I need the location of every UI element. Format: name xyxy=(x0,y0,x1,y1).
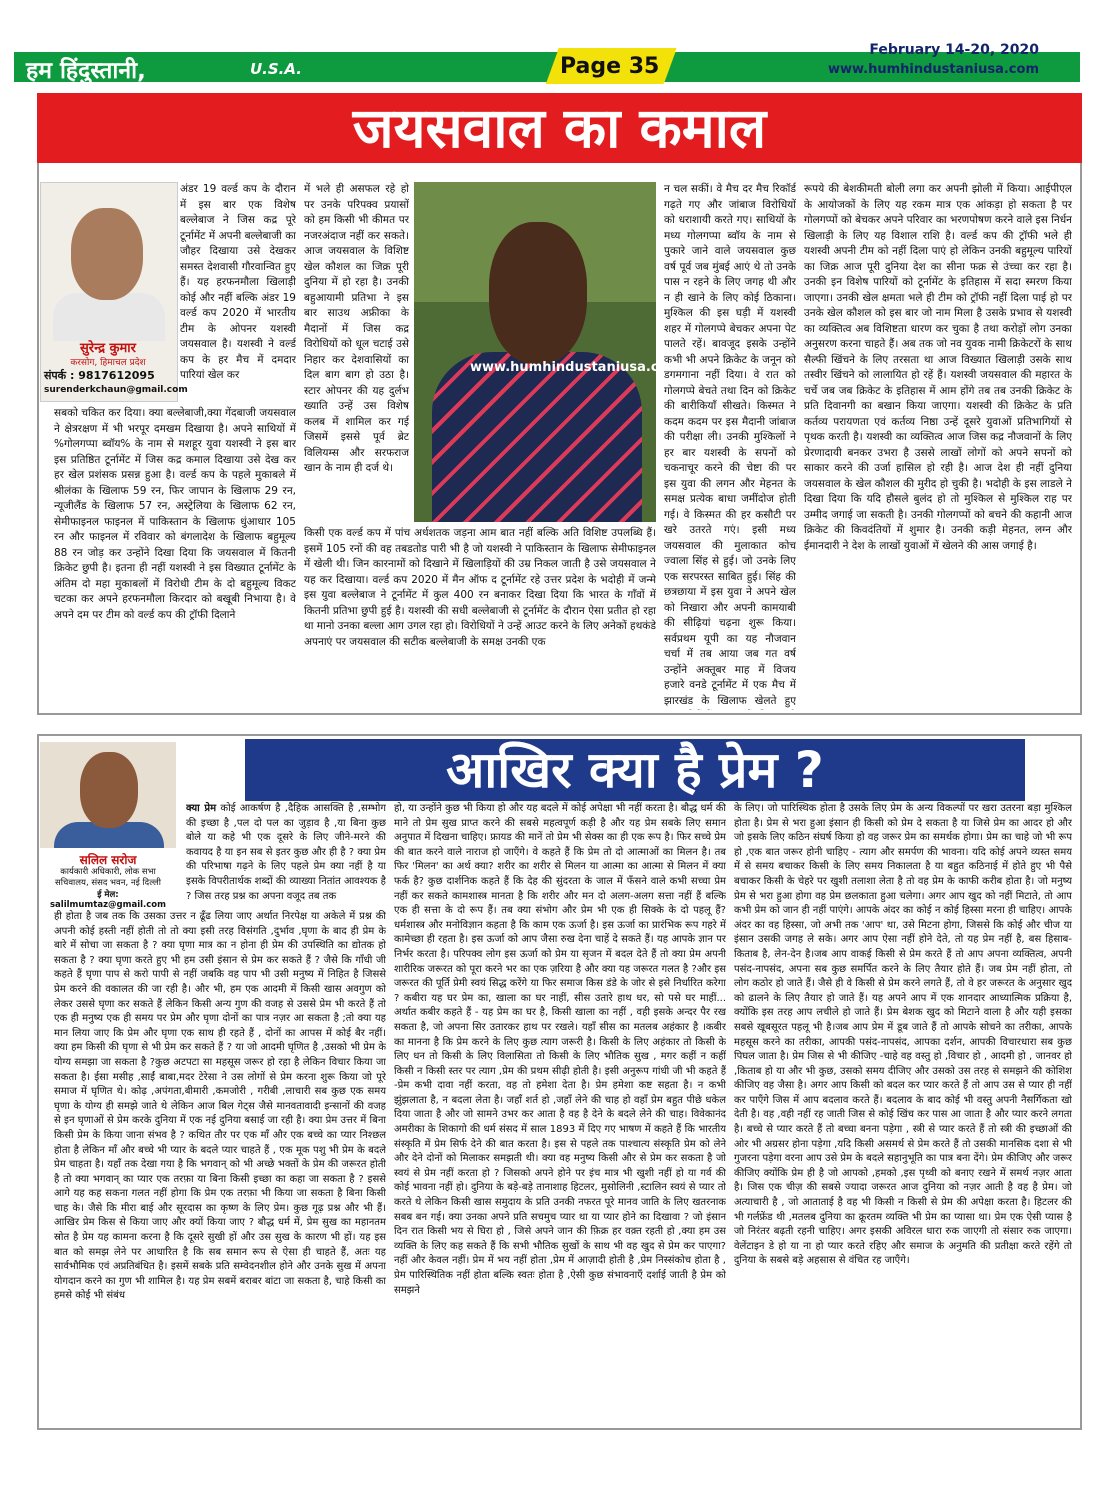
author2-photo xyxy=(40,742,176,848)
article1-col5: रूपये की बेशकीमती बोली लगा कर अपनी झोली में किया। आईपीएल के आयोजकों के लिए यह रकम मात्र एक आंकड़ा हो सकता है पर गोलगप्पों को बेचकर अपने परिवार का भरणपोषण करने वाले इस निर्धन खिलाड़ी के लिए यह विशाल राशि है। वर्ल्ड कप की ट्रॉफी भले ही यशस्वी अपनी टीम को नहीं दिला पाएं हो लेकिन उनकी बहुमूल्य पारियों का जिक्र आज पूरी दुनिया देश का सीना फक्र से उंच्चा कर रहा है। उनकी इन विशेष पारियों को टूर्नामेंट के इतिहास में सदा स्मरण किया जाएगा। उनकी खेल क्षमता भले ही टीम को ट्रॉफी नहीं दिला पाई हो पर उनके खेल कौशल को इस बार जो नाम मिला है उसके प्रभाव से यशस्वी का व्यक्तित्व अब विशिष्टता धारण कर चुका है तथा करोड़ों लोग उनका अनुसरण करना चाहते हैं। अब तक जो नव युवक नामी क्रिकेटरों के साथ सैल्फी खिंचने के लिए तरसता था आज विख्यात खिलाड़ी उसके साथ तस्वीर खिंचने को लालायित हो रहें हैं। यशस्वी जयसवाल की महारत के चर्चे जब जब क्रिकेट के इतिहास में आम होंगे तब तब उनकी क्रिकेट के प्रति दिवानगी का बखान किया जाएगा। यशस्वी की क्रिकेट के प्रति कर्तव्य परायणता एवं कर्तव्य निष्ठा उन्हें दूसरे युवाओं प्रतिभागियों से पृथक करती है। यशस्वी का व्यक्तित्व आज जिस कद्र नौजवानों के लिए प्रेरणादायी बनकर उभरा है उससे लाखों लोगों को अपने सपनों को साकार करने की उर्जा हासिल हो रही है। आज देश ही नहीं दुनिया जयसवाल के खेल कौशल की मुरीद हो चुकी है। भदोही के इस लाडले ने दिखा दिया कि यदि हौसले बुलंद हो तो मुश्किल से मुश्किल राह पर उम्मीद जगाई जा सकती है। उनकी गोलगप्पों को बचने की कहानी आज क्रिकेट की किवदंतियों में शुमार है। उनकी कड़ी मेहनत, लग्न और ईमानदारी ने देश के लाखों युवाओं में खेलने की आस जगाई है। xyxy=(804,183,1072,552)
author1-place: करसोग, हिमाचल प्रदेश xyxy=(70,358,146,368)
paper-region: U.S.A. xyxy=(250,60,302,78)
website-link[interactable]: www.humhindustaniusa.com xyxy=(827,62,1039,77)
article2-title: आखिर क्या है प्रेम ? xyxy=(245,739,1025,801)
article1-col2-top: में भले ही असफल रहे हो पर उनके परिपक्व प्रयासों को हम किसी भी कीमत पर नजरअंदाज नहीं कर सकते। आज जयसवाल के विशिष्ट खेल कौशल का जिक्र पूरी दुनिया में हो रहा है। उनकी बहुआयामी प्रतिभा ने इस बार साउथ अफ्रीका के मैदानों में जिस कद्र विरोधियों को धूल चटाई उसे निहार कर देशवासियों का दिल बाग बाग हो उठा है। स्टार ओपनर की यह दुर्लभ ख्याति उन्हें उस विशेष कलब में शामिल कर गई जिसमें इससे पूर्व ब्रेट विलियम्स और सरफराज खान के नाम ही दर्ज थे। xyxy=(304,183,409,474)
article1-col1-top: अंडर 19 वर्ल्ड कप के दौरान में इस बार एक विशेष बल्लेबाज ने जिस कद्र पूरे टूर्नामेंट में अपनी बल्लेबाजी का जौहर दिखाया उसे देखकर समस्त देशवासी गौरवान्वित हुए हैं। यह हरफनमौला खिलाड़ी कोई और नहीं बल्कि अंडर 19 वर्ल्ड कप 2020 में भारतीय टीम के ओपनर यशस्वी जयसवाल है। यशस्वी ने वर्ल्ड कप के हर मैच में दमदार पारियां खेल कर xyxy=(180,183,296,381)
author1-email[interactable]: surenderkchaun@gmail.com xyxy=(44,385,188,395)
cricketer-photo xyxy=(414,182,656,522)
article2-col2: हो, या उन्होंने कुछ भी किया हो और यह बदले में कोई अपेक्षा भी नहीं करता है। बौद्ध धर्म की माने तो प्रेम सुख प्राप्त करने की सबसे महत्वपूर्ण कड़ी है और यह प्रेम सबके लिए समान अनुपात में दिखना चाहिए। फ्रायड की मानें तो प्रेम भी सेक्स का ही एक रूप है। फिर सच्चे प्रेम की बात करने वाले नाराज हो जाएँगे। वे कहते हैं कि प्रेम तो दो आत्माओं का मिलन है। तब फिर 'मिलन' का अर्थ क्या? शरीर का शरीर से मिलन या आत्मा का आत्मा से मिलन में क्या फर्क है? कुछ दार्शनिक कहते हैं कि देह की सुंदरता के जाल में फँसने वाले कभी सच्चा प्रेम नहीं कर सकते कामशास्त्र मानता है कि शरीर और मन दो अलग-अलग सत्ता नहीं हैं बल्कि एक ही सत्ता के दो रूप हैं। तब क्या संभोग और प्रेम भी एक ही सिक्के के दो पहलू हैं? धर्मशास्त्र और मनोविज्ञान कहता है कि काम एक ऊर्जा है। इस ऊर्जा का प्रारंभिक रूप गहरे में कामेच्छा ही रहता है। इस ऊर्जा को आप जैसा रुख देना चाहें दे सकते हैं। यह आपके ज्ञान पर निर्भर करता है। परिपक्व लोग इस ऊर्जा को प्रेम या सृजन में बदल देते हैं तो क्या प्रेम अपनी शारीरिक जरूरत को पूरा करने भर का एक ज़रिया है और क्या यह जरूरत गलत है ?और इस जरूरत की पूर्ति प्रेमी स्वयं सिद्ध करेंगे या फिर समाज किस डंडे के जोर से इसे निर्धारित करेगा ? कबीरा यह घर प्रेम का, खाला का घर नाहीं, सीस उतारे हाथ धर, सो पसे घर माहीं... अर्थात कबीर कहते हैं - यह प्रेम का घर है, किसी खाला का नहीं , वही इसके अन्दर पैर रख सकता है, जो अपना सिर उतारकर हाथ पर रखले। यहाँ सीस का मतलब अहंकार है ।कबीर का मानना है कि प्रेम करने के लिए कुछ त्याग जरूरी है। किसी के लिए अहंकार तो किसी के लिए धन तो किसी के लिए विलासिता तो किसी के लिए भौतिक सुख , मगर कहीं न कहीं किसी न किसी स्तर पर त्याग ,प्रेम की प्रथम सीढ़ी होती है। इसी अनुरूप गांधी जी भी कहते हैं -प्रेम कभी दावा नहीं करता, वह तो हमेशा देता है। प्रेम हमेशा कष्ट सहता है। न कभी झुंझलाता है, न बदला लेता है। जहाँ शर्त हो ,जहाँ लेने की चाह हो वहाँ प्रेम बहुत पीछे धकेल दिया जाता है और जो सामने उभर कर आता है वह है देने के बदले लेने की चाह। विवेकानंद अमरीका के शिकागो की धर्म संसद में साल 1893 में दिए गए भाषण में कहते हैं कि भारतीय संस्कृति में प्रेम सिर्फ देने की बात करता है। इस से पहले तक पाश्चात्य संस्कृति प्रेम को लेने और देने दोनों को मिलाकर समझती थी। क्या वह मनुष्य किसी और से प्रेम कर सकता है जो स्वयं से प्रेम नहीं करता हो ? जिसको अपने होने पर इंच मात्र भी खुशी नहीं हो या गर्व की कोई भावना नहीं हो। दुनिया के बड़े-बड़े तानाशाह हिटलर, मुसोलिनी ,स्टालिन स्वयं से प्यार तो करते थे लेकिन किसी खास समुदाय के प्रति उनकी नफरत पूरे मानव जाति के लिए खतरनाक सबब बन गई। क्या उनका अपने प्रति सचमुच प्यार था या प्यार होने का दिखावा ? जो इंसान दिन रात किसी भय से घिरा हो , जिसे अपने जान की फ़िक्र हर वक़्त रहती हो ,क्या हम उस व्यक्ति के लिए कह सकते हैं कि सभी भौतिक सुखों के साथ भी वह खुद से प्रेम कर पाएगा? नहीं और केवल नहीं। प्रेम में भय नहीं होता ,प्रेम में आज़ादी होती है ,प्रेम निस्संकोच होता है , प्रेम पारिस्थितिक नहीं होता बल्कि स्वतः होता है ,ऐसी कुछ संभावनाएँ दर्शाई जाती है प्रेम को समझने xyxy=(394,803,726,1296)
paper-name: हम हिंदुस्तानी, xyxy=(26,58,146,84)
article1-col23-bottom: किसी एक वर्ल्ड कप में पांच अर्धशतक जड़ना आम बात नहीं बल्कि अति विशिष्ट उपलब्धि हैं। इसमें 105 रनों की वह तबडतोड पारी भी है जो यशस्वी ने पाकिस्तान के खिलाफ सेमीफाइनल में खेली थी। जिन कारनामों को दिखाने में खिलाड़ियों की उम्र निकल जाती है उसे जयसवाल ने यह कर दिखाया। वर्ल्ड कप 2020 में मैन ऑफ द टूर्नामेंट रहे उत्तर प्रदेश के भदोही में जन्मे इस युवा बल्लेबाज ने टूर्नामेंट में कुल 400 रन बनाकर दिखा दिया कि भारत के गाँवों में कितनी प्रतिभा छुपी हुई है। यशस्वी की सधी बल्लेबाजी से टूर्नामेंट के दौरान ऐसा प्रतीत हो रहा था मानो उनका बल्ला आग उगल रहा हो। विरोधियों ने उन्हें आउट करने के लिए अनेकों हथकंडे अपनाएं पर जयसवाल की सटीक बल्लेबाजी के समक्ष उनकी एक xyxy=(304,527,656,648)
author2-role: कार्यकारी अधिकारी, लोक सभा xyxy=(60,867,156,877)
photo-watermark: www.humhindustaniusa.com xyxy=(470,360,682,375)
author1-name: सुरेन्द्र कुमार xyxy=(80,341,136,356)
author2-name: सलिल सरोज xyxy=(79,853,137,867)
article2-col3: के लिए। जो पारिस्थिक होता है उसके लिए प्रेम के अन्य विकल्पों पर खरा उतरना बड़ा मुश्किल होता है। प्रेम से भरा हुआ इंसान ही किसी को प्रेम दे सकता है या जिसे प्रेम का आदर हो और जो इसके लिए कठिन संघर्ष किया हो वह जरूर प्रेम का समर्थक होगा। प्रेम का चाहे जो भी रूप हो ,एक बात जरूर होनी चाहिए - त्याग और समर्पण की भावना। यदि कोई अपने व्यस्त समय में से समय बचाकर किसी के लिए समय निकालता है या बहुत कठिनाई में होते हुए भी पैसे बचाकर किसी के चेहरे पर खुशी तलाशा लेता है तो वह प्रेम के काफी करीब होता है। जो मनुष्य प्रेम से भरा हुआ होगा वह प्रेम छलकाता हुआ चलेगा। अगर आप खुद को नहीं मिटाते, तो आप कभी प्रेम को जान ही नहीं पाएंगे। आपके अंदर का कोई न कोई हिस्सा मरना ही चाहिए। आपके अंदर का वह हिस्सा, जो अभी तक 'आप' था, उसे मिटना होगा, जिससे कि कोई और चीज या इंसान उसकी जगह ले सके। अगर आप ऐसा नहीं होने देते, तो यह प्रेम नहीं है, बस हिसाब-किताब है, लेन-देन है।जब आप वाकई किसी से प्रेम करते हैं तो आप अपना व्यक्तित्व, अपनी पसंद-नापसंद, अपना सब कुछ समर्पित करने के लिए तैयार होते हैं। जब प्रेम नहीं होता, तो लोग कठोर हो जाते हैं। जैसे ही वे किसी से प्रेम करने लगते हैं, तो वे हर जरूरत के अनुसार खुद को ढालने के लिए तैयार हो जाते हैं। यह अपने आप में एक शानदार आध्यात्मिक प्रक्रिया है, क्योंकि इस तरह आप लचीले हो जाते हैं। प्रेम बेशक खुद को मिटाने वाला है और यही इसका सबसे खूबसूरत पहलू भी है।जब आप प्रेम में डूब जाते हैं तो आपके सोचने का तरीका, आपके महसूस करने का तरीका, आपकी पसंद-नापसंद, आपका दर्शन, आपकी विचारधारा सब कुछ पिघल जाता है। प्रेम जिस से भी कीजिए -चाहे वह वस्तु हो ,विचार हो , आदमी हो , जानवर हो ,किताब हो या और भी कुछ, उसको समय दीजिए और उसको उस तरह से समझने की कोशिश कीजिए वह जैसा है। अगर आप किसी को बदल कर प्यार करते हैं तो आप उस से प्यार ही नहीं कर पाएँगे जिस में आप बदलाव करते हैं। बदलाव के बाद कोई भी वस्तु अपनी नैसर्गिकता खो देती है। वह ,वही नहीं रह जाती जिस से कोई खिंच कर पास आ जाता है और प्यार करने लगता है। बच्चे से प्यार करते हैं तो बच्चा बनना पड़ेगा , स्त्री से प्यार करते हैं तो स्त्री की इच्छाओं की ओर भी अग्रसर होना पड़ेगा ,यदि किसी असमर्थ से प्रेम करते हैं तो उसकी मानसिक दशा से भी गुजरना पड़ेगा वरना आप उसे प्रेम के बदले सहानुभूति का पात्र बना देंगे। प्रेम कीजिए और जरूर कीजिए क्योंकि प्रेम ही है जो आपको ,हमको ,इस पृथ्वी को बनाए रखने में समर्थ नज़र आता है। जिस एक चीज़ की सबसे ज्यादा जरूरत आज दुनिया को नज़र आती है वह है प्रेम। जो अत्याचारी है , जो आताताई है वह भी किसी न किसी से प्रेम की अपेक्षा करता है। हिटलर की भी गर्लफ्रेंड थी ,मतलब दुनिया का क्रूरतम व्यक्ति भी प्रेम का प्यासा था। प्रेम एक ऐसी प्यास है जो निरंतर बढ़ती रहनी चाहिए। अगर इसकी अविरल धारा रुक जाएगी तो संसार रुक जाएगा। वेलेंटाइन डे हो या ना हो प्यार करते रहिए और समाज के अनुमति की प्रतीक्षा करते रहेंगे तो दुनिया के सबसे बड़े अहसास से वंचित रह जाएँगे। xyxy=(734,803,1072,1267)
article1-col4: न चल सकीं। वे मैच दर मैच रिकॉर्ड गढ़ते गए और जांबाज विरोधियों को धराशायी करते गए। साथियों के मध्य गोलगप्पा ब्वॉय के नाम से पुकारे जाने वाले जयसवाल कुछ वर्ष पूर्व जब मुंबई आएं थे तो उनके पास न रहने के लिए जगह थी और न ही खाने के लिए कोई ठिकाना। मुश्किल की इस घड़ी में यशस्वी शहर में गोलगप्पे बेचकर अपना पेट पालते रहें। बावजूद इसके उन्होंने कभी भी अपने क्रिकेट के जनून को डगमगाना नहीं दिया। वे रात को गोलगप्पे बेचते तथा दिन को क्रिकेट की बारीकियाँ सीखते। किस्मत ने कदम कदम पर इस मैदानी जांबाज की परीक्षा ली। उनकी मुश्किलों ने हर बार यशस्वी के सपनों को चकनाचूर करने की चेष्टा की पर इस युवा की लगन और मेहनत के समक्ष प्रत्येक बाधा जमींदोज होती गई। वे किस्मत की हर कसौटी पर खरे उतरते गएं। इसी मध्य जयसवाल की मुलाकात कोच ज्वाला सिंह से हुई। जो उनके लिए एक सरपरस्त साबित हुई। सिंह की छत्रछाया में इस युवा ने अपने खेल को निखारा और अपनी कामयाबी की सीढ़ियां चढ़ना शुरू किया। सर्वप्रथम यूपी का यह नौजवान चर्चा में तब आया जब गत वर्ष उन्होंने अक्तूबर माह में विजय हजारे वनडे टूर्नामेंट में एक मैच में झारखंड के खिलाफ खेलते हुए xyxy=(664,183,796,707)
article2-lead: क्या प्रेम xyxy=(186,803,217,814)
article2-col1-top: क्या प्रेम कोई आकर्षण है ,दैहिक आसक्ति है ,सम्भोग की इच्छा है ,पल दो पल का जुड़ाव है ,या बिना कुछ बोले या कहे भी एक दूसरे के लिए जीने-मरने की कवायद है या इन सब से इतर कुछ और ही है ? क्या प्रेम की परिभाषा गढ़ने के लिए पहले प्रेम क्या नहीं है या इसके विपरीतार्थक शब्दों की व्याख्या नितांत आवश्यक है ? जिस तरह प्रश्न का अपना वजूद तब तक xyxy=(186,803,386,902)
article1-col1-bottom: सबको चकित कर दिया। क्या बल्लेबाजी,क्या गेंदबाजी जयसवाल ने क्षेत्ररक्षण में भी भरपूर दमखम दिखाया है। अपने साथियों में %गोलगप्पा ब्वॉय% के नाम से मशहूर युवा यशस्वी ने इस बार इस प्रतिष्ठित टूर्नामेंट में जिस कद्र कमाल दिखाया उसे देख कर हर खेल प्रशंसक प्रसन्न हुआ है। वर्ल्ड कप के पहले मुकाबले में श्रीलंका के खिलाफ 59 रन, फिर जापान के खिलाफ 29 रन, न्यूजीलैंड के खिलाफ 57 रन, अस्ट्रेलिया के खिलाफ 62 रन, सेमीफाइनल फाइनल में पाकिस्तान के खिलाफ धुंआधार 105 रन और फाइनल में रविवार को बंगलादेश के खिलाफ बहुमूल्य 88 रन जोड़ कर उन्होंने दिखा दिया कि जयसवाल में कितनी क्रिकेट छुपी है। इतना ही नहीं यशस्वी ने इस विख्यात टूर्नामेंट के अंतिम दो महा मुकाबलों में विरोधी टीम के दो बहुमूल्य विकट चटका कर अपने हरफनमौला किरदार को बखूबी निभाया है। वे अपने दम पर टीम को वर्ल्ड कप की ट्रॉफी दिलाने xyxy=(54,407,296,621)
article1-title: जयसवाल का कमाल xyxy=(37,93,1082,163)
author2-email[interactable]: ई मेल: salilmumtaz@gmail.com xyxy=(49,890,167,910)
author2-office: सचिवालय, संसद भवन, नई दिल्ली xyxy=(54,878,161,888)
author1-phone: संपर्क : 9817612095 xyxy=(44,369,155,382)
article2-col1-bottom: ही होता है जब तक कि उसका उत्तर न ढूँढ लिया जाए अर्थात निरपेक्ष या अकेले में प्रश्न की अपनी कोई हस्ती नहीं होती तो तो क्या इसी तरह विसंगति ,दुर्भाव ,घृणा के बाद ही प्रेम के बारे में सोचा जा सकता है ? क्या घृणा मात्र का न होना ही प्रेम की उपस्थिति का द्योतक हो सकता है ? क्या घृणा करते हुए भी हम उसी इंसान से प्रेम कर सकते हैं ? जैसे कि गाँधी जी कहते हैं घृणा पाप से करो पापी से नहीं जबकि वह पाप भी उसी मनुष्य में निहित है जिससे प्रेम करने की वकालत की जा रही है। और भी, हम एक आदमी में किसी खास अवगुण को लेकर उससे घृणा कर सकते हैं लेकिन किसी अन्य गुण की वजह से उससे प्रेम भी करते हैं तो एक ही मनुष्य एक ही समय पर प्रेम और घृणा दोनों का पात्र नज़र आ सकता है ;तो क्या यह मान लिया जाए कि प्रेम और घृणा एक साथ ही रहते हैं , दोनों का आपस में कोई बैर नहीं। क्या हम किसी की घृणा से भी प्रेम कर सकते हैं ? या जो आदमी घृणित है ,उसको भी प्रेम के योग्य समझा जा सकता है ?कुछ अटपटा सा महसूस जरूर हो रहा है लेकिन विचार किया जा सकता है। ईसा मसीह ,साईं बाबा,मदर टेरेसा ने उस लोगों से प्रेम करना शुरू किया जो पूरे समाज में घृणित थे। कोढ़ ,अपंगता,बीमारी ,कमजोरी , गरीबी ,लाचारी सब कुछ एक समय घृणा के योग्य ही समझे जाते थे लेकिन आज बिल गेट्स जैसे मानवतावादी इन्सानों की वजह से इन घृणाओं से प्रेम करके दुनिया में एक नई दुनिया बसाई जा रही है। क्या प्रेम उत्तर में बिना किसी प्रेम के किया जाना संभव है ? कथित तौर पर एक माँ और एक बच्चे का प्यार निश्छल होता है लेकिन माँ और बच्चे भी प्यार के बदले प्यार चाहते हैं , एक मूक पशु भी प्रेम के बदले प्रेम चाहता है। यहाँ तक देखा गया है कि भगवान् को भी अच्छे भक्तों के प्रेम की जरूरत होती है तो क्या भगवान् का प्यार एक तरफ़ा या बिना किसी इच्छा का कहा जा सकता है ? इससे आगे यह कह सकना गलत नहीं होगा कि प्रेम एक तरफ़ा भी किया जा सकता है बिना किसी चाह के। जैसे कि मीरा बाई और सूरदास का कृष्ण के लिए प्रेम। कुछ गूढ़ प्रश्न और भी हैं। आखिर प्रेम किस से किया जाए और क्यों किया जाए ? बौद्ध धर्म में, प्रेम सुख का महानतम स्रोत है प्रेम यह कामना करना है कि दूसरे सुखी हों और उस सुख के कारण भी हों। यह इस बात को समझ लेने पर आधारित है कि सब समान रूप से ऐसा ही चाहते हैं, अतः यह सार्वभौमिक एवं अप्रतिबंधित है। इसमें सबके प्रति सम्वेदनशील होने और उनके सुख में अपना योगदान करने का गुण भी शामिल है। यह प्रेम सबमें बराबर बांटा जा सकता है, चाहे किसी का हमसे कोई भी संबंध xyxy=(54,911,386,1302)
page-number: Page 35 xyxy=(560,54,660,79)
issue-date: February 14-20, 2020 xyxy=(869,42,1039,58)
